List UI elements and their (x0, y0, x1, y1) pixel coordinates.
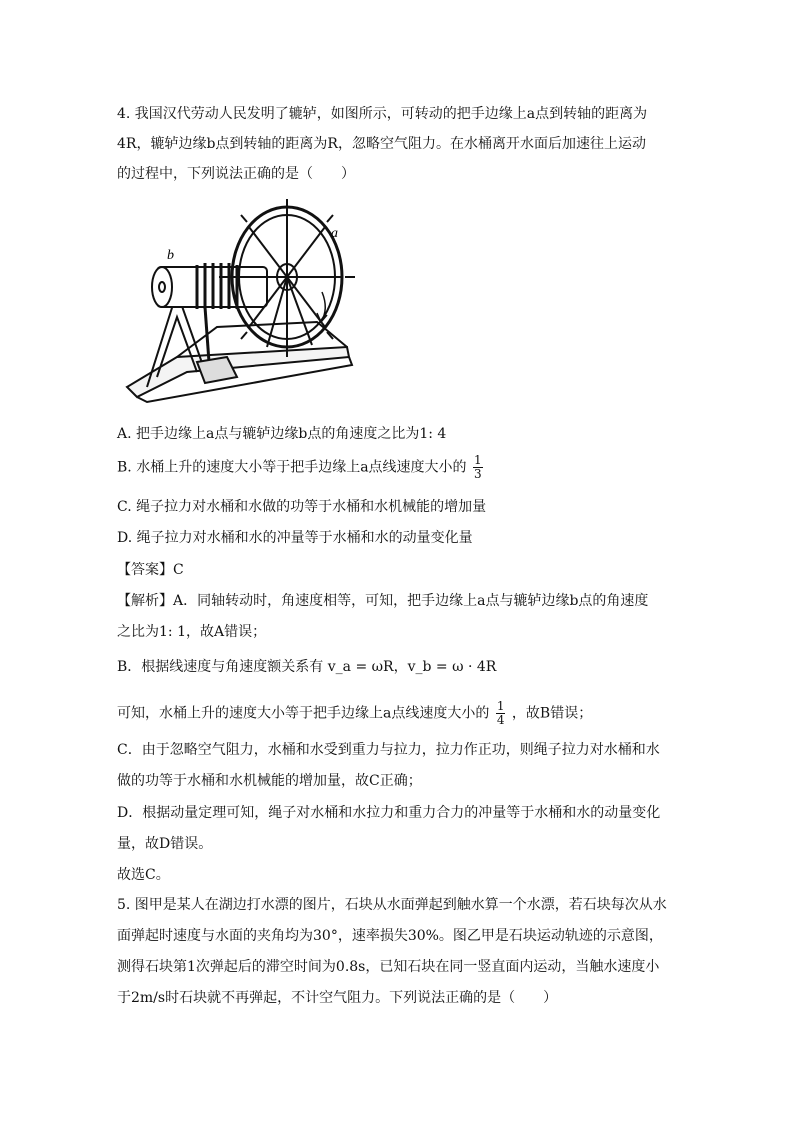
windlass-illustration (117, 197, 357, 417)
q4-analysis-fraction (496, 700, 506, 727)
q5-stem-line-4: 于2m/s时石块就不再弹起，不计空气阻力。下列说法正确的是（ ） (117, 990, 558, 1006)
q4-analysis-line-1: 【解析】A．同轴转动时，角速度相等，可知，把手边缘上a点与辘轳边缘b点的角速度 (117, 593, 649, 609)
q4-answer: 【答案】C (117, 562, 184, 578)
q4-analysis-line-8: 量，故D错误。 (117, 836, 213, 852)
fraction-numerator: 1 (496, 699, 505, 713)
q4-analysis-line-7: D．根据动量定理可知，绳子对水桶和水拉力和重力合力的冲量等于水桶和水的动量变化 (117, 805, 661, 821)
q4-stem-line-2: 4R，辘轳边缘b点到转轴的距离为R，忽略空气阻力。在水桶离开水面后加速往上运动 (117, 136, 646, 152)
fraction-denominator: 3 (474, 467, 482, 481)
q4-option-b-fraction (473, 454, 483, 481)
q4-stem-line-3: 的过程中，下列说法正确的是（ ） (117, 166, 355, 182)
q5-stem-line-3: 测得石块第1次弹起后的滞空时间为0.8s，已知石块在同一竖直面内运动，当触水速度小 (117, 959, 660, 975)
q4-option-c: C. 绳子拉力对水桶和水做的功等于水桶和水机械能的增加量 (117, 499, 487, 515)
fraction-numerator: 1 (474, 453, 482, 467)
q4-analysis-line-2: 之比为1: 1，故A错误； (117, 624, 267, 640)
q4-analysis-b2-tail: ，故B错误； (511, 705, 593, 722)
fraction-denominator: 4 (496, 713, 505, 727)
q5-stem-line-1: 5. 图甲是某人在湖边打水漂的图片，石块从水面弹起到触水算一个水漂，若石块每次从水 (117, 897, 667, 913)
windlass-figure (117, 197, 357, 417)
q4-analysis-line-4 (117, 700, 592, 727)
q4-analysis-b2-text: 可知，水桶上升的速度大小等于把手边缘上a点线速度大小的 (117, 705, 490, 722)
q4-option-b (117, 454, 485, 481)
q4-stem-line-1: 4. 我国汉代劳动人民发明了辘轳，如图所示，可转动的把手边缘上a点到转轴的距离为 (117, 106, 648, 122)
q4-analysis-line-5: C．由于忽略空气阻力，水桶和水受到重力与拉力，拉力作正功，则绳子拉力对水桶和水 (117, 742, 660, 758)
figure-label-b: b (167, 248, 174, 263)
q5-stem-line-2: 面弹起时速度与水面的夹角均为30°，速率损失30%。图乙甲是石块运动轨迹的示意图， (117, 928, 663, 944)
q4-option-b-text: B. 水桶上升的速度大小等于把手边缘上a点线速度大小的 (117, 459, 467, 476)
q4-option-d: D. 绳子拉力对水桶和水的冲量等于水桶和水的动量变化量 (117, 530, 473, 546)
q4-analysis-line-3: B．根据线速度与角速度额关系有 v_a = ωR，v_b = ω · 4R (117, 659, 497, 675)
q4-analysis-line-6: 做的功等于水桶和水机械能的增加量，故C正确； (117, 773, 422, 789)
q4-conclusion: 故选C。 (117, 867, 170, 883)
q4-option-a: A. 把手边缘上a点与辘轳边缘b点的角速度之比为1: 4 (117, 426, 447, 442)
figure-label-a: a (331, 226, 338, 241)
